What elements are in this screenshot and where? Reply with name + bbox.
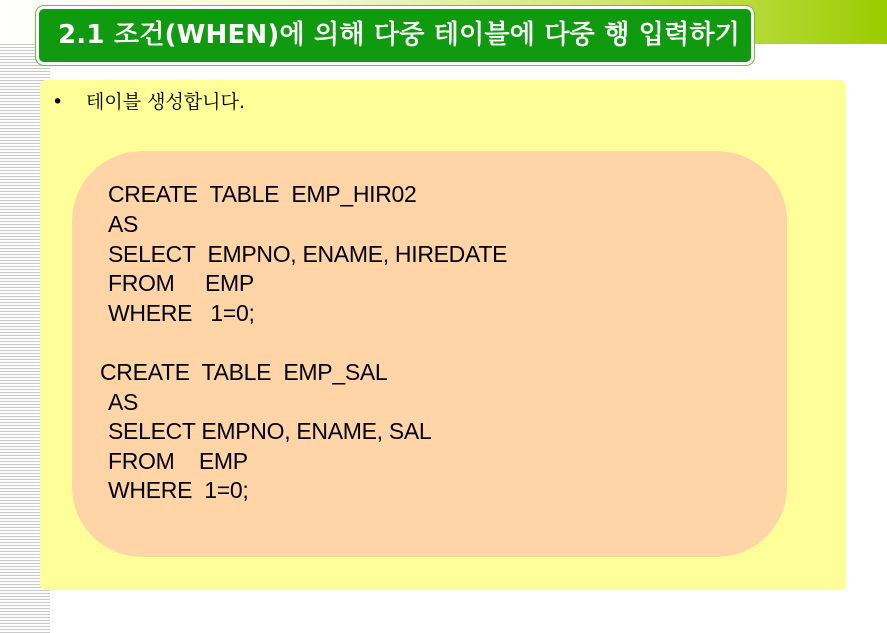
- code-line: CREATE TABLE EMP_SAL: [100, 359, 388, 385]
- code-line: CREATE TABLE EMP_HIR02: [108, 181, 417, 207]
- code-line: FROM EMP: [108, 448, 248, 474]
- bullet-marker: •: [52, 91, 64, 113]
- code-line: SELECT EMPNO, ENAME, HIREDATE: [108, 241, 508, 267]
- code-line: WHERE 1=0;: [108, 477, 249, 503]
- code-line: FROM EMP: [108, 270, 254, 296]
- code-line: AS: [108, 389, 139, 415]
- bullet-text: 테이블 생성합니다.: [86, 91, 245, 113]
- code-line: AS: [108, 211, 139, 237]
- bullet-item: [52, 88, 245, 116]
- code-line: SELECT EMPNO, ENAME, SAL: [108, 418, 432, 444]
- slide-title: 2.1 조건(WHEN)에 의해 다중 테이블에 다중 행 입력하기: [58, 20, 741, 50]
- code-line: WHERE 1=0;: [108, 300, 255, 326]
